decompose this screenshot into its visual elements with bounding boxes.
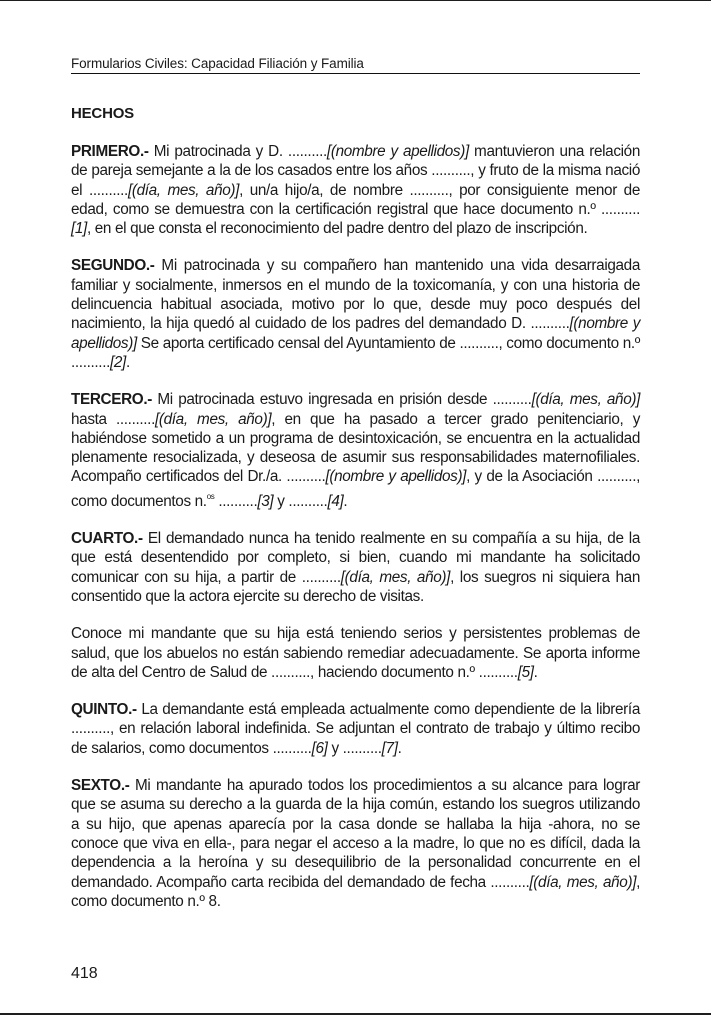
running-header: Formularios Civiles: Capacidad Filiación y Familia (71, 55, 640, 74)
text: y .......... (327, 739, 382, 757)
text: . (343, 492, 348, 510)
text: y .......... (273, 492, 328, 510)
text: . (397, 739, 402, 757)
paragraph-quinto (71, 700, 640, 758)
document-ref: [1] (71, 220, 87, 238)
placeholder-text: [(día, mes, año)] (340, 568, 451, 586)
paragraph-label: SEXTO.- (71, 777, 130, 795)
document-ref: [4] (327, 492, 344, 510)
text: mantuvieron una relación de pareja semejante a la de los casados entre los años .........., y fruto de la misma nació el .......... (71, 143, 640, 199)
placeholder-text: [(día, mes, año)] (529, 873, 637, 891)
text: , como documento n.º 8. (71, 873, 640, 910)
text: Mi mandante ha apurado todos los procedimientos a su alcance para lograr que se asuma su derecho a la guarda de la hija común, estando los suegros utilizando a su hijo, que apenas aparecía por la casa donde se hallaba la hija -ahora, no se conoce que viva en ella-, para negar el acceso a la madre, lo que no es difícil, dada la dependencia a la heroína y su desequilibrio de la personalidad concurrente en el demandado. Acompaño carta recibida del demandado de fecha .......... (71, 777, 640, 891)
top-border (0, 0, 711, 1)
paragraph-sexto (71, 776, 640, 911)
text: , en que ha pasado a tercer grado penitenciario, y habiéndose sometido a un programa de desintoxicación, se encuentra en la actualidad plenamente resocializada, y deseosa de asumir sus responsabilidades maternofiliales. Acompaño certificados del Dr./a. .......... (71, 410, 640, 486)
paragraph-tercero (71, 390, 640, 511)
document-ref: [2] (110, 353, 126, 371)
text: Mi patrocinada y su compañero han mantenido una vida desarraigada familiar y socialmente, inmersos en el mundo de la toxicomanía, y con una historia de delincuencia habitual asociada, motivo por lo que, desde muy poco después del nacimiento, la hija quedó al cuidado de los padres del demandado D. .......... (71, 257, 640, 333)
document-ref: [5] (517, 663, 534, 681)
text: Mi patrocinada y D. .......... (148, 143, 327, 160)
text: , y de la Asociación .........., como documentos n. (71, 468, 640, 510)
placeholder-text: [(día, mes, año)] (531, 391, 640, 409)
placeholder-text: [(nombre y apellidos)] (326, 143, 469, 160)
text: Mi patrocinada estuvo ingresada en prisión desde .......... (151, 391, 532, 409)
document-ref: [3] (257, 492, 274, 510)
page-number: 418 (71, 965, 98, 982)
placeholder-text: [(día, mes, año)] (154, 410, 272, 428)
text: Se aporta certificado censal del Ayuntamiento de .........., como documento n.º .......... (71, 334, 640, 371)
paragraph-primero (71, 142, 640, 238)
text: , en el que consta el reconocimiento del padre dentro del plazo de inscripción. (86, 220, 588, 238)
text: . (125, 353, 130, 371)
paragraph-label: TERCERO.- (71, 391, 152, 409)
paragraph-segundo (71, 256, 640, 372)
text: La demandante está empleada actualmente como dependiente de la librería .........., en relación laboral indefinida. Se adjuntan el contrato de trabajo y último recibo de salarios, como documentos .......... (71, 701, 640, 757)
text: , un/a hijo/a, de nombre .........., por consiguiente menor de edad, como se demuestra con la certificación registral que hace documento n.º .......... (71, 181, 640, 218)
text: El demandado nunca ha tenido realmente en su compañía a su hija, de la que está desentendido por completo, si bien, cuando mi mandante ha solicitado comunicar con su hija, a partir de .......... (71, 530, 640, 586)
paragraph-cuarto-continuation (71, 624, 640, 682)
paragraph-label: SEGUNDO.- (71, 257, 155, 275)
text: .......... (214, 492, 258, 510)
paragraph-cuarto (71, 529, 640, 606)
paragraph-label: QUINTO.- (71, 701, 137, 719)
placeholder-text: [(día, mes, año)] (127, 181, 240, 199)
text: . (533, 663, 538, 681)
text: Conoce mi mandante que su hija está teniendo serios y persistentes problemas de salud, que los abuelos no están sabiendo remediar adecuadamente. Se aporta informe de alta del Centro de Salud de .........., haciendo documento n.º .......... (71, 625, 640, 681)
text: hasta .......... (71, 410, 155, 428)
paragraph-label: PRIMERO.- (71, 143, 149, 160)
section-title: HECHOS (71, 105, 134, 122)
document-ref: [6] (311, 739, 328, 757)
superscript: os (206, 491, 215, 501)
document-ref: [7] (381, 739, 398, 757)
text: , los suegros ni siquiera han consentido que la actora ejercite su derecho de visitas. (71, 568, 640, 605)
document-body (71, 104, 640, 929)
paragraph-label: CUARTO.- (71, 530, 143, 548)
placeholder-text: [(nombre y apellidos)] (71, 315, 640, 352)
placeholder-text: [(nombre y apellidos)] (325, 468, 467, 486)
